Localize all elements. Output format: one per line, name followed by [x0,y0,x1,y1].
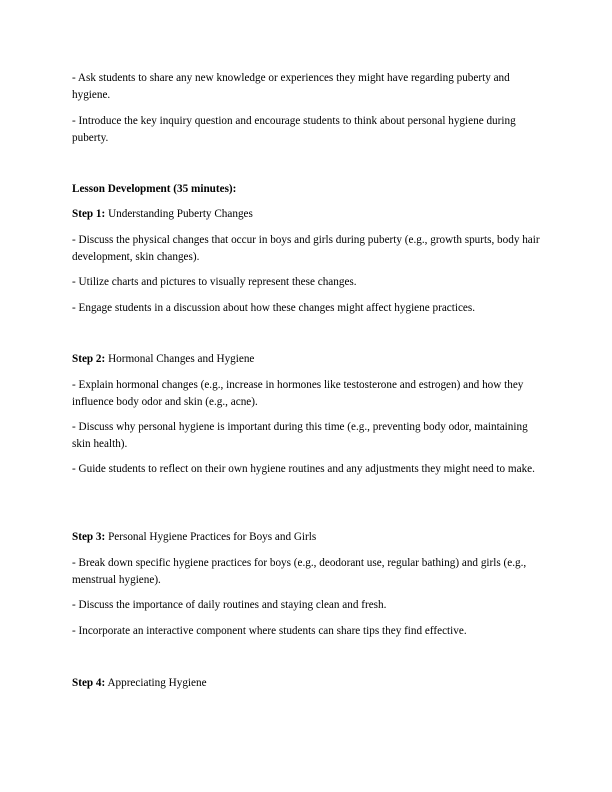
step-3-item-1: - Break down specific hygiene practices for boys (e.g., deodorant use, regular bathing) and girls (e.g., menstrual hygiene). [72,557,527,586]
step-2-label: Step 2: [72,353,106,365]
step-3-item-3: - Incorporate an interactive component where students can share tips they find effective. [72,625,467,637]
step-1-heading [72,206,542,223]
step-4-title: Appreciating Hygiene [105,677,207,689]
step-3-heading [72,529,542,546]
step-2-title: Hormonal Changes and Hygiene [105,353,255,365]
step-2-item-1: - Explain hormonal changes (e.g., increase in hormones like testosterone and estrogen) and how they influence body odor and skin (e.g., acne). [72,379,524,408]
step-1-item-2: - Utilize charts and pictures to visually represent these changes. [72,276,357,288]
intro-paragraph-2: - Introduce the key inquiry question and encourage students to think about personal hygiene during puberty. [72,115,516,144]
step-2-item-2: - Discuss why personal hygiene is important during this time (e.g., preventing body odor, maintaining skin health). [72,421,528,450]
step-3-title: Personal Hygiene Practices for Boys and Girls [105,531,317,543]
step-1-item-3: - Engage students in a discussion about how these changes might affect hygiene practices. [72,302,476,314]
step-1-title: Understanding Puberty Changes [105,208,253,220]
step-2-item-3: - Guide students to reflect on their own hygiene routines and any adjustments they might need to make. [72,463,535,475]
step-1-item-1: - Discuss the physical changes that occur in boys and girls during puberty (e.g., growth spurts, body hair development, skin changes). [72,234,540,263]
intro-paragraph-1: - Ask students to share any new knowledge or experiences they might have regarding puberty and hygiene. [72,72,510,101]
step-1-label: Step 1: [72,208,106,220]
step-3-item-2: - Discuss the importance of daily routines and staying clean and fresh. [72,599,387,611]
lesson-development-heading: Lesson Development (35 minutes): [72,183,237,195]
step-3-label: Step 3: [72,531,106,543]
step-2-heading [72,351,542,368]
step-4-label: Step 4: [72,677,106,689]
step-4-heading [72,675,542,692]
